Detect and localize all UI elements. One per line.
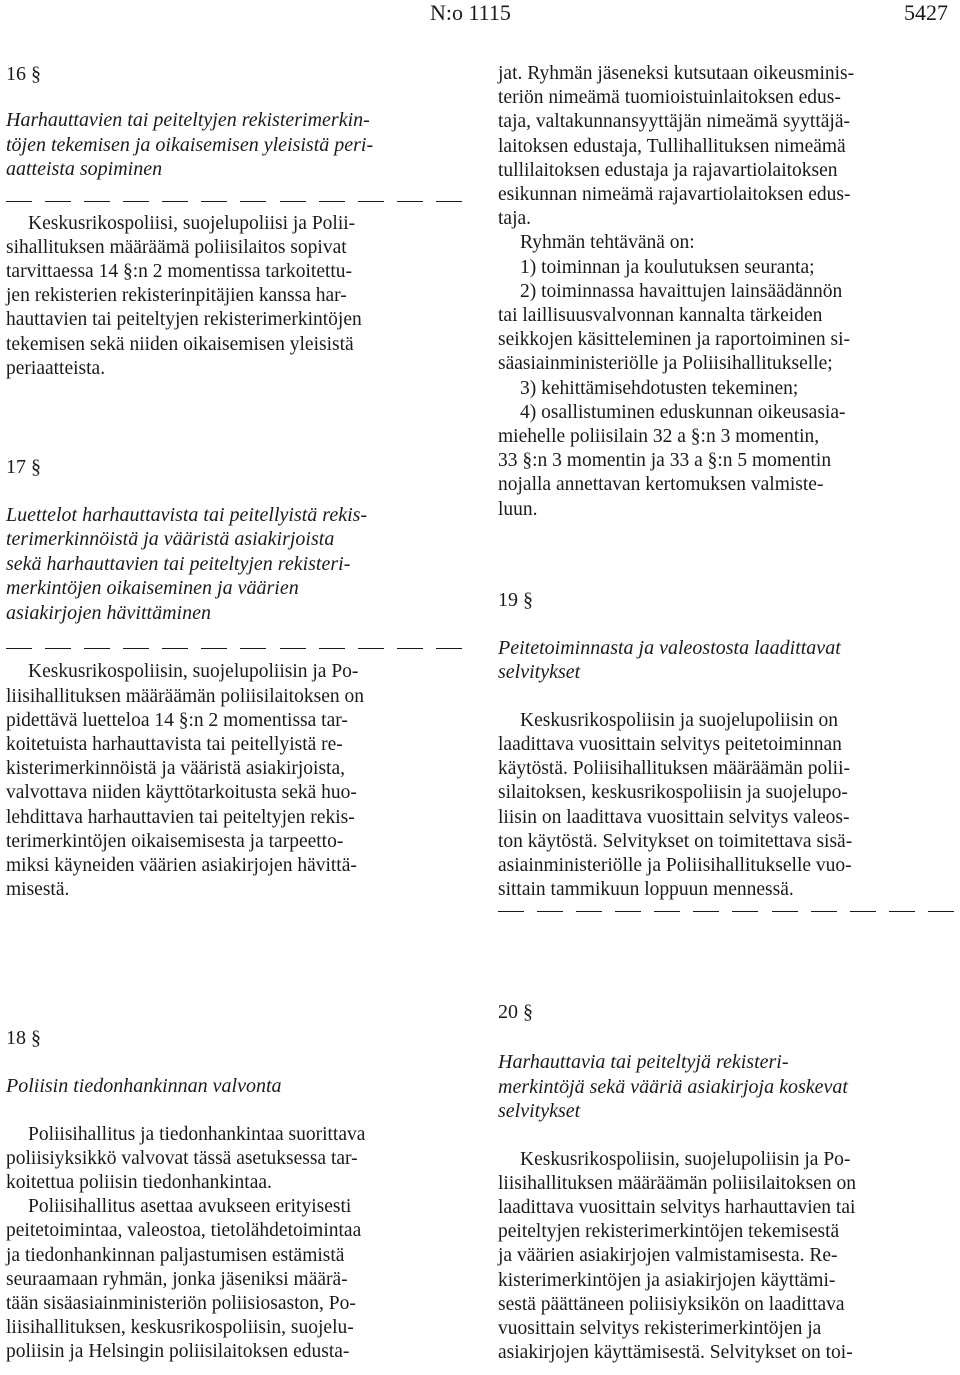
section-18-text: laitoksen edustaja, Tullihallituksen nimeämä bbox=[498, 135, 846, 157]
section-18-list-item: miehelle poliisilain 32 a §:n 3 momentin, bbox=[498, 426, 820, 448]
section-17-text: koitetuista harhauttavista tai peitellyistä re- bbox=[6, 734, 343, 756]
section-18-text: Poliisihallitus asettaa avukseen erityisesti bbox=[28, 1196, 352, 1218]
section-18-list-item: tai laillisuusvalvonnan kannalta tärkeiden bbox=[498, 305, 823, 327]
section-18-text: teriön nimeämä tuomioistuinlaitoksen edus- bbox=[498, 87, 841, 109]
section-20-text: Keskusrikospoliisin, suojelupoliisin ja Po- bbox=[520, 1148, 851, 1170]
left-column-top bbox=[6, 62, 462, 902]
section-17-title-line: asiakirjojen hävittäminen bbox=[6, 601, 211, 624]
section-16-text: periaatteista. bbox=[6, 357, 106, 379]
section-20-text: sestä päättäneen poliisiyksikön on laadittava bbox=[498, 1293, 845, 1315]
section-18-list-item: 1) toiminnan ja koulutuksen seuranta; bbox=[520, 256, 815, 278]
section-16-title-line: Harhauttavien tai peiteltyjen rekisterimerkin- bbox=[6, 109, 370, 131]
section-18-list-item: 2) toiminnassa havaittujen lainsäädännön bbox=[520, 280, 843, 302]
section-18-text: Poliisihallitus ja tiedonhankintaa suorittava bbox=[28, 1123, 366, 1145]
section-17-text: valvottava niiden käyttötarkoitusta sekä huo- bbox=[6, 782, 357, 804]
section-18-title-line: Poliisin tiedonhankinnan valvonta bbox=[6, 1075, 282, 1097]
section-17-title-line: sekä harhauttavien tai peiteltyjen rekisteri- bbox=[6, 552, 351, 575]
section-19-number: 19 § bbox=[498, 588, 533, 611]
section-20-number: 20 § bbox=[498, 1001, 533, 1023]
section-17-number: 17 § bbox=[6, 455, 41, 478]
section-19-text: Keskusrikospoliisin ja suojelupoliisin on bbox=[520, 709, 838, 731]
section-18-list-item: nojalla annettavan kertomuksen valmiste- bbox=[498, 474, 824, 496]
section-18-text: koitettua poliisin tiedonhankintaa. bbox=[6, 1171, 272, 1193]
omission-dashes bbox=[6, 645, 462, 651]
section-18-text: seuraamaan ryhmän, jonka jäseniksi määrä- bbox=[6, 1268, 348, 1290]
section-18-list-item: seikkojen käsitteleminen ja raportoiminen si- bbox=[498, 329, 850, 351]
section-18-text: taja. bbox=[498, 208, 532, 230]
section-16-number: 16 § bbox=[6, 63, 41, 85]
section-18-text: tään sisäasiainministeriön poliisiosaston, Po- bbox=[6, 1292, 356, 1314]
page-number: 5427 bbox=[904, 0, 948, 25]
section-16-text: jen rekisterien rekisterinpitäjien kanssa har- bbox=[6, 285, 347, 307]
section-18-text: peitetoimintaa, valeostoa, tietolähdetoimintaa bbox=[6, 1220, 362, 1242]
section-17-text: pidettävä luetteloa 14 §:n 2 momentissa tar- bbox=[6, 709, 348, 731]
section-18-list-item: luun. bbox=[498, 498, 538, 520]
section-18-list-item: 3) kehittämisehdotusten tekeminen; bbox=[520, 377, 799, 399]
section-18-text: poliisiyksikkö valvovat tässä asetuksessa tar- bbox=[6, 1147, 358, 1169]
section-18-text: poliisin ja Helsingin poliisilaitoksen edusta- bbox=[6, 1341, 350, 1363]
section-16-text: tarvittaessa 14 §:n 2 momentissa tarkoitettu- bbox=[6, 260, 353, 282]
section-20-text: vuosittain selvitys rekisterimerkintöjen ja bbox=[498, 1317, 822, 1339]
omission-dashes bbox=[498, 908, 954, 914]
section-17-text: kisterimerkinnöistä ja vääristä asiakirjoista, bbox=[6, 758, 345, 780]
section-18-text: Ryhmän tehtävänä on: bbox=[520, 232, 695, 254]
section-16-text: hauttavien tai peiteltyjen rekisterimerkintöjen bbox=[6, 309, 362, 331]
section-20-text: liisihallituksen määräämän poliisilaitoksen on bbox=[498, 1172, 856, 1194]
section-19-title-line: Peitetoiminnasta ja valeostosta laadittavat bbox=[498, 636, 841, 659]
section-18-list-item: säasiainministeriölle ja Poliisihallitukselle; bbox=[498, 353, 833, 375]
section-19-text: silaitoksen, keskusrikospoliisin ja suojelupo- bbox=[498, 782, 848, 804]
section-18-list-item: 33 §:n 3 momentin ja 33 a §:n 5 momentin bbox=[498, 450, 832, 472]
section-20-text: peiteltyjen rekisterimerkintöjen tekemisestä bbox=[498, 1221, 840, 1243]
section-20-text: kisterimerkintöjen ja asiakirjojen käyttämi- bbox=[498, 1269, 836, 1291]
left-column-bottom bbox=[6, 1026, 462, 1365]
section-19-text: ton käytöstä. Selvitykset on toimitettava sisä- bbox=[498, 830, 853, 852]
section-16-title-line: aatteista sopiminen bbox=[6, 158, 163, 180]
section-17-title-line: merkintöjen oikaiseminen ja väärien bbox=[6, 577, 299, 600]
section-17-text: lehdittava harhauttavien tai peiteltyjen rekis- bbox=[6, 806, 355, 828]
section-17-text: miksi käyneiden väärien asiakirjojen hävittä- bbox=[6, 855, 357, 877]
section-17-text: terimerkintöjen oikaisemisesta ja tarpeetto- bbox=[6, 830, 344, 852]
right-column-top bbox=[498, 62, 954, 914]
section-20-title-line: Harhauttavia tai peiteltyjä rekisteri- bbox=[498, 1051, 789, 1073]
section-19-text: laadittava vuosittain selvitys peitetoiminnan bbox=[498, 734, 842, 756]
section-16-text: tekemisen sekä niiden oikaisemisen yleisistä bbox=[6, 333, 354, 355]
section-19-text: sittain tammikuun loppuun mennessä. bbox=[498, 879, 794, 901]
section-18-text: taja, valtakunnansyyttäjän nimeämä syyttäjä- bbox=[498, 111, 850, 133]
section-18-text: tullilaitoksen edustaja ja rajavartiolaitoksen bbox=[498, 159, 838, 181]
section-20-text: asiakirjojen käyttämisestä. Selvitykset on toi- bbox=[498, 1342, 853, 1364]
section-19-text: asiainministeriölle ja Poliisihallitukselle vuo- bbox=[498, 855, 852, 877]
section-16-text: Keskusrikospoliisi, suojelupoliisi ja Polii- bbox=[28, 212, 356, 234]
section-20-text: ja väärien asiakirjojen valmistamisesta. Re- bbox=[498, 1245, 838, 1267]
section-17-text: Keskusrikospoliisin, suojelupoliisin ja Po- bbox=[28, 661, 359, 683]
section-20-text: laadittava vuosittain selvitys harhauttavien tai bbox=[498, 1196, 856, 1218]
section-18-number: 18 § bbox=[6, 1027, 41, 1049]
section-17-text: misestä. bbox=[6, 879, 70, 901]
section-17-title-line: Luettelot harhauttavista tai peitellyistä rekis- bbox=[6, 503, 368, 526]
section-19-text: käytöstä. Poliisihallituksen määräämän polii- bbox=[498, 758, 851, 780]
section-18-text: liisihallituksen, keskusrikospoliisin, suojelu- bbox=[6, 1317, 354, 1339]
section-17-title-line: terimerkinnöistä ja vääristä asiakirjoista bbox=[6, 528, 335, 551]
section-19-text: liisin on laadittava vuosittain selvitys valeos- bbox=[498, 806, 850, 828]
section-16-text: sihallituksen määräämä poliisilaitos sopivat bbox=[6, 236, 347, 258]
section-20-title-line: merkintöjä sekä vääriä asiakirjoja koskevat bbox=[498, 1075, 848, 1098]
section-18-list-item: 4) osallistuminen eduskunnan oikeusasia- bbox=[520, 401, 846, 423]
section-18-text: esikunnan nimeämä rajavartiolaitoksen edus- bbox=[498, 184, 851, 206]
section-16-title-line: töjen tekemisen ja oikaisemisen yleisistä peri- bbox=[6, 133, 374, 156]
omission-dashes bbox=[6, 198, 462, 204]
section-19-title-line: selvitykset bbox=[498, 661, 581, 684]
section-17-text: liisihallituksen määräämän poliisilaitoksen on bbox=[6, 685, 364, 707]
section-18-text: jat. Ryhmän jäseneksi kutsutaan oikeusminis- bbox=[498, 63, 855, 84]
page-header bbox=[0, 0, 960, 26]
right-column-bottom bbox=[498, 1000, 954, 1365]
issue-number: N:o 1115 bbox=[430, 0, 511, 25]
section-18-text: ja tiedonhankinnan paljastumisen estämistä bbox=[6, 1244, 345, 1266]
section-20-title-line: selvitykset bbox=[498, 1100, 581, 1122]
